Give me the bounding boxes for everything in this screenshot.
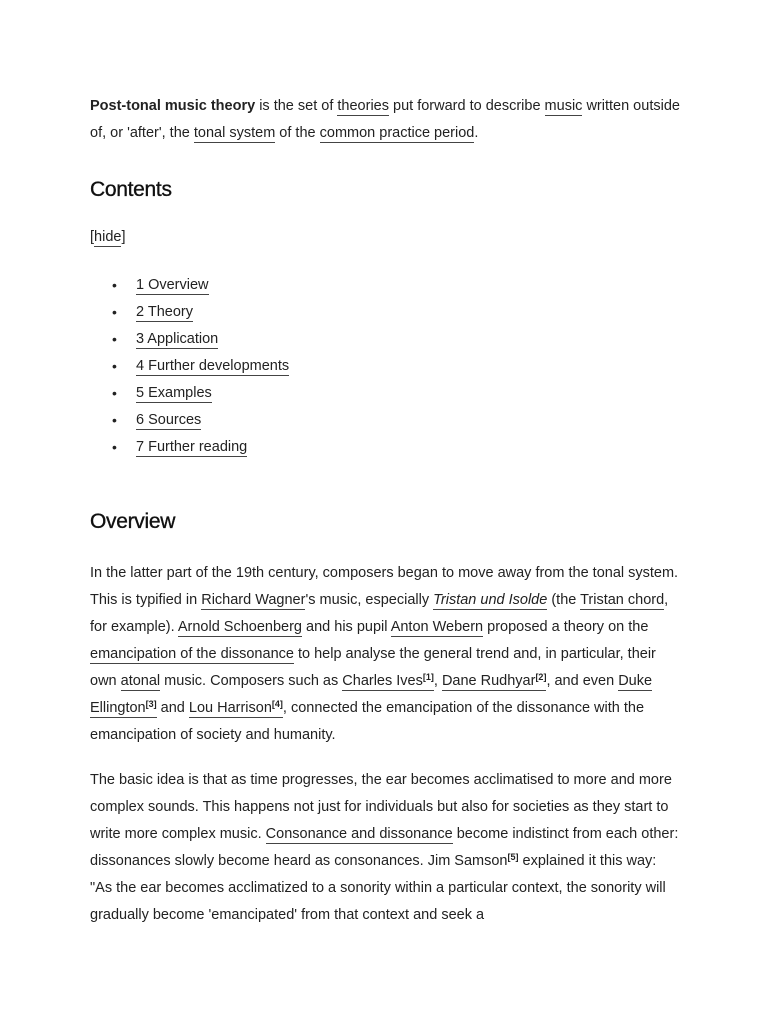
link-dane-rudhyar[interactable]: Dane Rudhyar[2]	[441, 672, 547, 689]
bullet-icon: •	[112, 304, 117, 320]
citation-4[interactable]: [4]	[271, 699, 283, 709]
toc-item	[112, 435, 289, 462]
toc-hide-link[interactable]: hide	[94, 229, 122, 245]
article-term: Post-tonal music theory	[90, 98, 256, 114]
toc-item	[112, 354, 289, 381]
toc-item	[112, 381, 289, 408]
table-of-contents	[112, 273, 289, 462]
link-consonance-and-dissonance[interactable]: Consonance and dissonance	[265, 826, 453, 842]
citation-1[interactable]: [1]	[422, 672, 434, 682]
toc-link-further-developments[interactable]: 4 Further developments	[136, 358, 290, 374]
link-tonal-system[interactable]: tonal system	[193, 125, 276, 141]
bullet-icon: •	[112, 277, 117, 293]
link-charles-ives[interactable]: Charles Ives[1]	[342, 672, 434, 689]
overview-heading: Overview	[90, 510, 176, 533]
bullet-icon: •	[112, 439, 117, 455]
toc-link-overview[interactable]: 1 Overview	[136, 277, 209, 293]
link-lou-harrison[interactable]: Lou Harrison[4]	[188, 699, 283, 716]
overview-paragraph-2: The basic idea is that as time progresses, the ear becomes acclimatised to more and more complex sounds. This happens not just for individuals but also for societies as they start to write more complex music. Consonance and dissonance become indistinct from each other: dissonances slowly become heard as consonances. Jim Samson[5] explained it this way: "As the ear becomes acclimatized to a sonority within a particular context, the sonority will gradually become 'emancipated' from that context and seek a	[90, 772, 679, 923]
bullet-icon: •	[112, 358, 117, 374]
link-music[interactable]: music	[544, 98, 583, 114]
toc-link-application[interactable]: 3 Application	[136, 331, 219, 347]
toc-item	[112, 408, 289, 435]
link-duke-ellington[interactable]: Duke Ellington[3]	[90, 673, 653, 716]
toc-link-further-reading[interactable]: 7 Further reading	[136, 439, 248, 455]
link-emancipation-of-the-dissonance[interactable]: emancipation of the dissonance	[90, 646, 294, 662]
citation-3[interactable]: [3]	[145, 699, 157, 709]
toc-item	[112, 327, 289, 354]
toc-item	[112, 273, 289, 300]
link-theories[interactable]: theories	[337, 98, 389, 114]
toc-link-theory[interactable]: 2 Theory	[136, 304, 193, 320]
link-atonal[interactable]: atonal	[120, 673, 161, 689]
overview-paragraph-1: In the latter part of the 19th century, composers began to move away from the tonal system. This is typified in Richard Wagner's music, especially Tristan und Isolde (the Tristan chord, for example). Arnold Schoenberg and his pupil Anton Webern proposed a theory on the emancipation of the dissonance to help analyse the general trend and, in particular, their own atonal music. Composers such as Charles Ives[1], Dane Rudhyar[2], and even Duke Ellington[3] and Lou Harrison[4], connected the emancipation of the dissonance with the emancipation of society and humanity.	[90, 565, 679, 743]
toc-toggle: [hide]	[90, 229, 126, 245]
toc-link-sources[interactable]: 6 Sources	[136, 412, 202, 428]
link-tristan-chord[interactable]: Tristan chord	[580, 592, 665, 608]
citation-5[interactable]: [5]	[507, 852, 519, 862]
intro-paragraph: Post-tonal music theory is the set of theories put forward to describe music written outside of, or 'after', the tonal system of the common practice period.	[90, 98, 680, 141]
bullet-icon: •	[112, 385, 117, 401]
contents-heading: Contents	[90, 178, 172, 201]
toc-item	[112, 300, 289, 327]
link-richard-wagner[interactable]: Richard Wagner	[201, 592, 306, 608]
link-anton-webern[interactable]: Anton Webern	[390, 619, 484, 635]
bullet-icon: •	[112, 331, 117, 347]
link-arnold-schoenberg[interactable]: Arnold Schoenberg	[177, 619, 302, 635]
citation-2[interactable]: [2]	[535, 672, 547, 682]
bullet-icon: •	[112, 412, 117, 428]
toc-link-examples[interactable]: 5 Examples	[136, 385, 212, 401]
link-tristan-und-isolde[interactable]: Tristan und Isolde	[433, 592, 548, 608]
link-common-practice-period[interactable]: common practice period	[319, 125, 475, 141]
